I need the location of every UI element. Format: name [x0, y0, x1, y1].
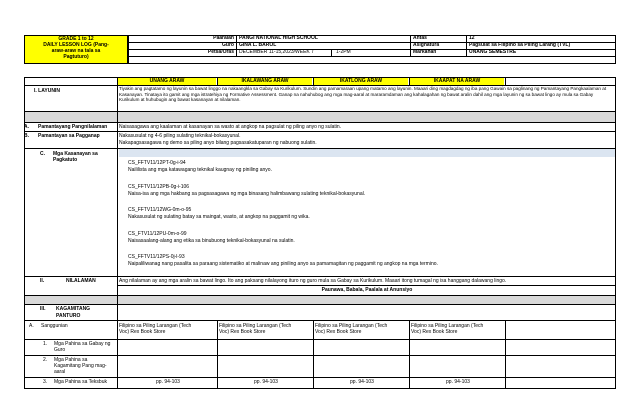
day-header-3: IKATLONG ARAW	[339, 78, 383, 84]
pages-day1: pp. 94-103	[156, 379, 180, 385]
col-line-day	[409, 77, 410, 86]
pagganap-line2: Nakapagsasagawa ng demo sa piling anyo bilang pagsasakatuparan ng nabuong sulatin.	[119, 140, 317, 146]
header-col-line	[466, 35, 467, 56]
guro-label: Guro	[222, 42, 234, 48]
pangnilalaman-text: Naisasagawa ang kaalaman at kasanayan sa wasto at angkop na pagsulat ng piling anyo ng sulatin.	[119, 124, 342, 130]
col-line-day	[505, 77, 506, 86]
paaralan-label: Paaralan	[213, 35, 234, 41]
book-ref-day1-line2: Voc) Rex Book Store	[119, 329, 166, 335]
kagamitan-numeral: III.	[40, 306, 46, 312]
competency-code: CS_FFTV11/12WG-0m-o-95	[128, 207, 192, 213]
dll-title-line2: DAILY LESSON LOG (Pang-	[43, 42, 109, 48]
sub3-num: 3.	[43, 379, 48, 385]
header-col-line	[331, 49, 332, 56]
kagamitan-label-line2: PANTURO	[56, 313, 81, 319]
row-line	[24, 276, 616, 277]
pangnilalaman-letter: A.	[24, 124, 29, 130]
antas-value: 12	[469, 35, 475, 41]
sub1-line1: Mga Pahina sa Gabay ng	[54, 341, 111, 347]
layunin-text: Tiyakin ang pagtatamo ng layunin sa bawat linggo na nakaangkla sa Gabay sa Kurikulum. Sundin ang pamamaraan upang matamo ang layunin. Maaari ding magdagdag ng iba pang Gawain sa paglinang ng Pamantayang Pangkaalaman at Kasanayan. Tinataya ito gamit ang mga istratehiya ng Formative Assessment. Ganap na nahuhubog ang mga mag-aaral at mararamdaman ang kahalagahan ng bawat aralin dahil ang mga layunin ng sa bawat lingo ay mula sa Gabay Kurikulum at huhubugin ang bawat kasanayan at nilalaman.	[119, 86, 607, 103]
col-line-day	[313, 320, 314, 389]
row-line	[24, 131, 616, 132]
header-col-line	[410, 35, 411, 56]
book-ref-day2-line2: Voc) Rex Book Store	[219, 329, 266, 335]
guro-value: GINA L. BAROL	[239, 42, 277, 48]
row-line	[24, 355, 616, 356]
markahan-label: Markahan	[413, 49, 437, 55]
competency-text: Naililista ang mga katawagang teknikal kaugnay ng piniling anyo.	[128, 167, 272, 173]
sub2-num: 2.	[43, 357, 48, 363]
competency-text: Nakasusulat ng sulating batay sa maingat, wasto, at angkop na paggamit ng wika.	[128, 214, 310, 220]
paaralan-value: PANGI NATIONAL HIGH SCHOOL	[239, 35, 318, 41]
layunin-label: I. LAYUNIN	[34, 88, 60, 94]
row-line	[24, 339, 616, 340]
day-header-4: IKAAPAT NA ARAW	[433, 78, 481, 84]
dll-title-line4: Pagtuturo)	[63, 54, 89, 60]
competency-code: CS_FFTV11/12PS-0j-l-93	[128, 254, 185, 260]
day-header-2: IKALAWANG ARAW	[241, 78, 289, 84]
pangnilalaman-label: Pamantayang Pangnilalaman	[38, 124, 108, 130]
kasanayan-label-line1: Mga Kasanayan sa	[53, 151, 98, 157]
pagganap-letter: B.	[24, 133, 29, 139]
petsa-value: DECEMBER 11-15,2023/WEEK 7	[239, 49, 314, 55]
header-col-line	[236, 35, 237, 56]
kasanayan-label-line2: Pagkatuto	[53, 157, 78, 163]
antas-label: Antas	[413, 35, 427, 41]
kagamitan-label-line1: KAGAMITANG	[56, 306, 91, 312]
competency-text: Naipaliliwanag nang pasalita sa paraang sistematiko at malinaw ang piniling anyo sa pamamagitan ng paggamit ng angkop na mga termino.	[128, 261, 438, 267]
pages-day2: pp. 94-103	[254, 379, 278, 385]
row-line	[24, 304, 616, 305]
book-ref-day1-line1: Filipino sa Piling Larangan (Tech	[119, 323, 192, 329]
col-line-label	[117, 77, 118, 389]
sub2-line2: Kagamitang Pang mag-	[54, 363, 107, 369]
row-line	[24, 122, 616, 123]
col-line-day	[409, 320, 410, 389]
col-line-day	[217, 77, 218, 86]
col-line-day	[313, 77, 314, 86]
day-header-1: UNANG ARAW	[149, 78, 185, 84]
pages-day3: pp. 94-103	[350, 379, 374, 385]
sanggunian-label: Sanggunian	[41, 323, 68, 329]
nilalaman-text: Ang nilalaman ay ang mga aralin sa bawat lingo. Ito ang paksang nilalayong ituro ng guro mula sa Gabay sa Kurikulum. Maaari itong tumagal ng isa hanggang dalawang lingo.	[119, 278, 507, 284]
sub1-num: 1.	[43, 341, 48, 347]
markahan-value: UNANG SEMESTRE	[469, 49, 517, 55]
pagganap-line1: Nakasusulat ng 4-6 piling sulating teknikal-bokasyunal.	[119, 133, 241, 139]
competency-code: CS_FFTV11/12PT-0g-i-94	[128, 160, 186, 166]
sub2-line1: Mga Pahina sa	[54, 357, 88, 363]
nilalaman-topic: Paunawa, Babala, Paalala at Anunsiyo	[321, 287, 413, 293]
dll-title-line3: araw-araw na tala sa	[51, 48, 101, 54]
col-line-day	[217, 320, 218, 389]
kasanayan-letter: C.	[40, 151, 45, 157]
sanggunian-letter: A.	[29, 323, 34, 329]
competency-code: CS_FTV11/12PU-0m-o-99	[128, 231, 187, 237]
competency-text: Naisa-isa ang mga hakbang sa pagsasagawa ng mga binasang halimbawang sulating teknikal-bokasyunal.	[128, 191, 366, 197]
row-line	[24, 320, 616, 321]
sub3-label: Mga Pahina sa Teksbuk	[54, 379, 107, 385]
dll-title-line1: GRADE 1 to 12	[58, 36, 94, 42]
row-line	[24, 377, 616, 378]
competency-text: Naisasaalang-alang ang etika sa binubuong teknikal-bokasyunal na sulatin.	[128, 238, 295, 244]
petsa-label: Petsa/Oras	[207, 49, 234, 55]
section-divider	[25, 296, 615, 304]
book-ref-day3-line2: Voc) Rex Book Store	[315, 329, 362, 335]
header-row-line	[128, 56, 616, 57]
asignatura-label: Asignatura	[413, 42, 440, 48]
pagganap-label: Pamantayan sa Pagganap	[38, 133, 100, 139]
section-divider	[25, 112, 615, 122]
row-line	[118, 285, 616, 286]
book-ref-day4-line1: Filipino sa Piling Larangan (Tech	[411, 323, 484, 329]
kasanayan-gray-cell	[119, 149, 615, 157]
book-ref-day3-line1: Filipino sa Piling Larangan (Tech	[315, 323, 388, 329]
sub2-line3: aaral	[54, 369, 66, 375]
nilalaman-numeral: II.	[40, 278, 45, 284]
col-line-day	[505, 320, 506, 389]
book-ref-day2-line1: Filipino sa Piling Larangan (Tech	[219, 323, 292, 329]
book-ref-day4-line2: Voc) Rex Book Store	[411, 329, 458, 335]
pages-day4: pp. 94-103	[446, 379, 470, 385]
competency-code: CS_FFTV11/12PB-0g-i-106	[128, 184, 190, 190]
oras-value: 1-2PM	[336, 49, 351, 55]
nilalaman-label: NILALAMAN	[66, 278, 96, 284]
sub1-line2: Guro	[54, 347, 66, 353]
asignatura-value: Pagsulat sa Filipino sa Piling Larang (TVL)	[469, 42, 571, 48]
